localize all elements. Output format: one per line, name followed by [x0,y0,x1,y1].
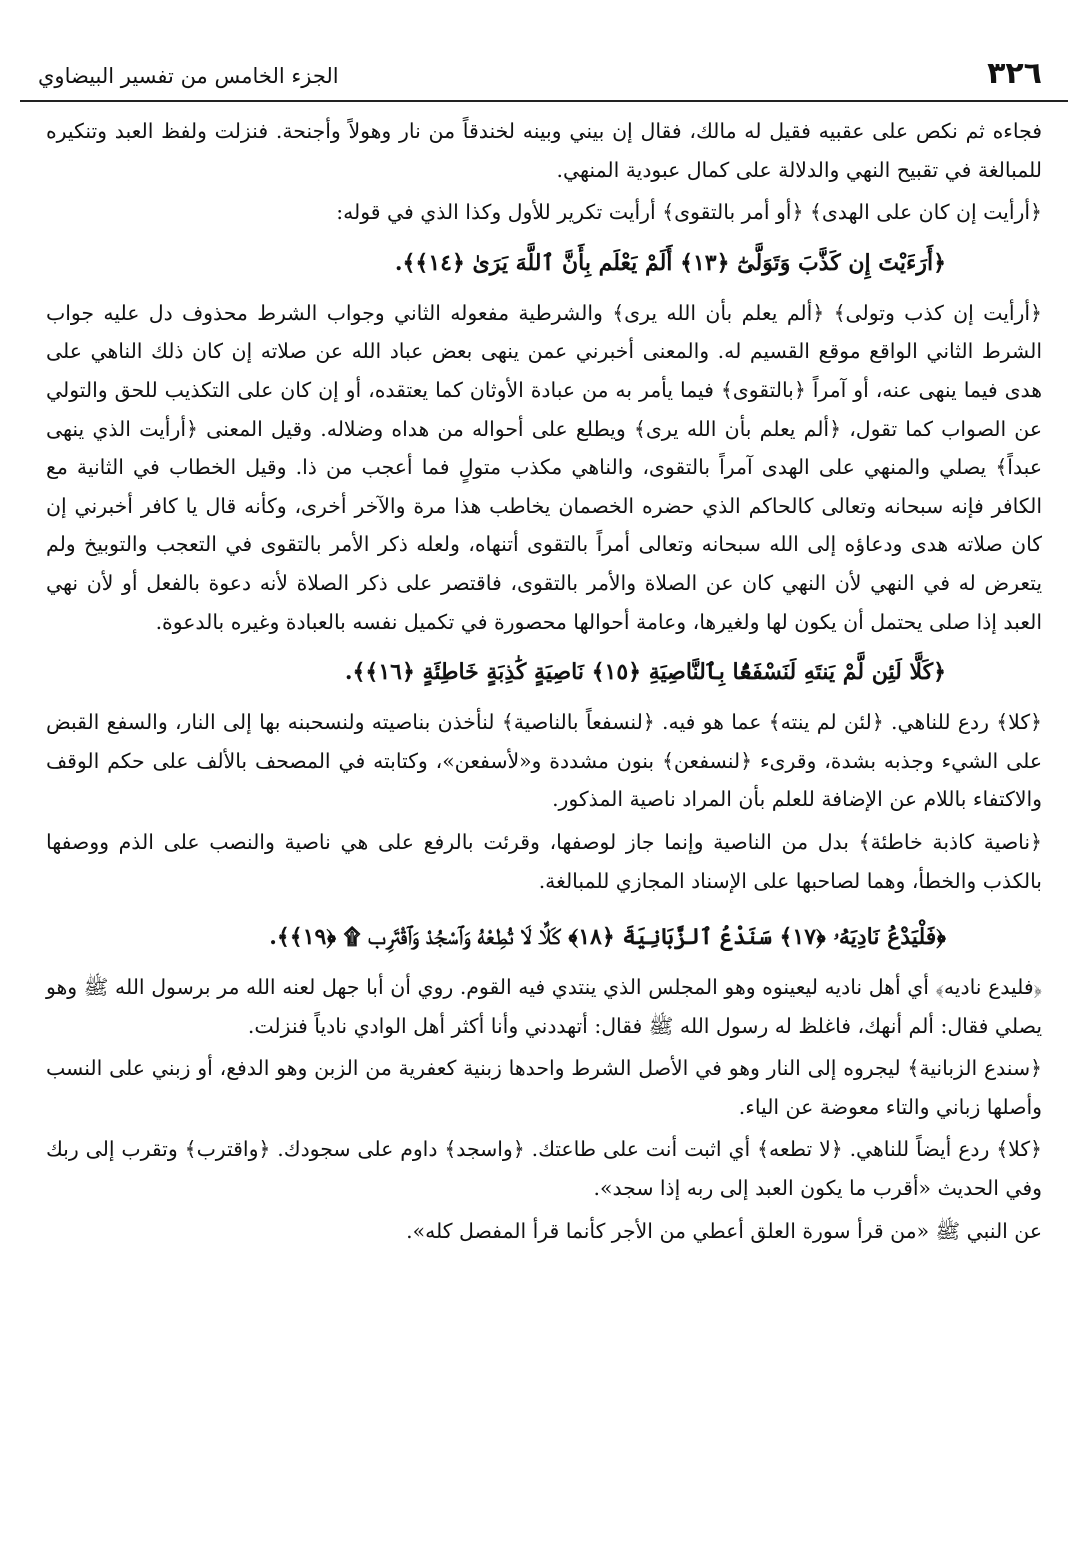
page-body [46,112,1042,1254]
paragraph: ﴿كلا﴾ ردع للناهي. ﴿لئن لم ينته﴾ عما هو فيه. ﴿لنسفعاً بالناصية﴾ لنأخذن بناصيته ولنسحبنه بها إلى النار، والسفع القبض على الشيء وجذبه بشدة، وقرىء ﴿لنسفعن﴾ بنون مشددة و«لأسفعن»، وكتابته في المصحف بالألف على حكم الوقف والاكتفاء باللام عن الإضافة للعلم بأن المراد ناصية المذكور. [46,710,1042,812]
quran-verse-line: ﴿كَلَّا لَئِن لَّمْ يَنتَهِ لَنَسْفَعًۢا بِٱلنَّاصِيَةِ ﴿١٥﴾ نَاصِيَةٍ كَٰذِبَةٍ خَاطِئَةٍ ﴿١٦﴾﴾. [344,659,946,686]
paragraph: عن النبي ﷺ «من قرأ سورة العلق أعطي من الأجر كأنما قرأ المفصل كله». [406,1218,1042,1243]
quran-verse-line: ﴿أَرَءَيْتَ إِن كَذَّبَ وَتَوَلَّىٰٓ ﴿١٣﴾ أَلَمْ يَعْلَم بِأَنَّ ٱللَّهَ يَرَىٰ ﴿١٤﴾﴾. [394,249,946,276]
paragraph: فجاءه ثم نكص على عقبيه فقيل له مالك، فقال إن بيني وبينه لخندقاً من نار وهولاً وأجنحة. فنزلت ولفظ العبد وتنكيره للمبالغة في تقبيح النهي والدلالة على كمال عبودية المنهي. [46,119,1042,182]
page-header [20,52,1068,102]
paragraph: ﴿كلا﴾ ردع أيضاً للناهي. ﴿لا تطعه﴾ أي اثبت أنت على طاعتك. ﴿واسجد﴾ داوم على سجودك. ﴿واقترب﴾ وتقرب إلى ربك وفي الحديث «أقرب ما يكون العبد إلى ربه إذا سجد». [46,1137,1042,1201]
page-number: ٣٢٦ [987,56,1042,91]
paragraph: ﴿أرأيت إن كذب وتولى﴾ ﴿ألم يعلم بأن الله يرى﴾ والشرطية مفعوله الثاني وجواب الشرط محذوف دل عليه جواب الشرط الثاني الواقع موقع القسيم له. والمعنى أخبرني عمن ينهى بعض عباد الله عن صلاته إن كان ذلك الناهي على هدى فيما ينهى عنه، أو آمراً ﴿بالتقوى﴾ فيما يأمر به من عبادة الأوثان كما يعتقده، أو إن كان على التكذيب للحق والتولي عن الصواب كما تقول، ﴿ألم يعلم بأن الله يرى﴾ ويطلع على أحواله من هداه وضلاله. وقيل المعنى ﴿أرأيت الذي ينهى عبداً﴾ يصلي والمنهي على الهدى آمراً بالتقوى، والناهي مكذب متولٍ فما أعجب من ذا. وقيل الخطاب في الثانية مع الكافر فإنه سبحانه وتعالى كالحاكم الذي حضره الخصمان يخاطب هذا مرة والآخر أخرى، وكأنه قال يا كافر أخبرني إن كان صلاته هدى ودعاؤه إلى الله سبحانه وتعالى أمراً بالتقوى أتنهاه، ولعله ذكر الأمر بالتقوى في التعجب والتوبيخ ولم يتعرض له في النهي لأن النهي كان عن الصلاة والأمر بالتقوى، فاقتصر على ذكر الصلاة لأنه دعوة بالفعل أو لأن نهي العبد إذا صلى يحتمل أن يكون لها ولغيرها، وعامة أحوالها محصورة في تكميل نفسه بالعبادة وغيره بالدعوة. [46,300,1042,634]
running-title: الجزء الخامس من تفسير البيضاوي [38,64,339,88]
paragraph: ﴿سندع الزبانية﴾ ليجروه إلى النار وهو في الأصل الشرط واحدها زبنية كعفرية من الزبن وهو الدفع، أو زبني على النسب وأصلها زباني والتاء معوضة عن الياء. [46,1056,1042,1119]
quran-verse-line: ﴿فَلْيَدْعُ نَادِيَهُۥ ﴿١٧﴾ سَنَدْعُ ٱلزَّبَانِيَةَ ﴿١٨﴾ كَلَّا لَا تُطِعْهُ وَٱسْجُدْ وَٱقْتَرِب ۩ ﴿١٩﴾﴾. [269,924,946,951]
paragraph: ﴿أرأيت إن كان على الهدى﴾ ﴿أو أمر بالتقوى﴾ أرأيت تكرير للأول وكذا الذي في قوله: [336,200,1042,225]
paragraph: ﴿ناصية كاذبة خاطئة﴾ بدل من الناصية وإنما جاز لوصفها، وقرئت بالرفع على هي ناصية والنصب على الذم ووصفها بالكذب والخطأ، وهما لصاحبها على الإسناد المجازي للمبالغة. [46,829,1042,893]
paragraph: ﴿فليدع ناديه﴾ أي أهل ناديه ليعينوه وهو المجلس الذي ينتدي فيه القوم. روي أن أبا جهل لعنه الله مر برسول الله ﷺ وهو يصلي فقال: ألم أنهك، فاغلظ له رسول الله ﷺ فقال: أتهددني وأنا أكثر أهل الوادي نادياً فنزلت. [46,975,1042,1038]
